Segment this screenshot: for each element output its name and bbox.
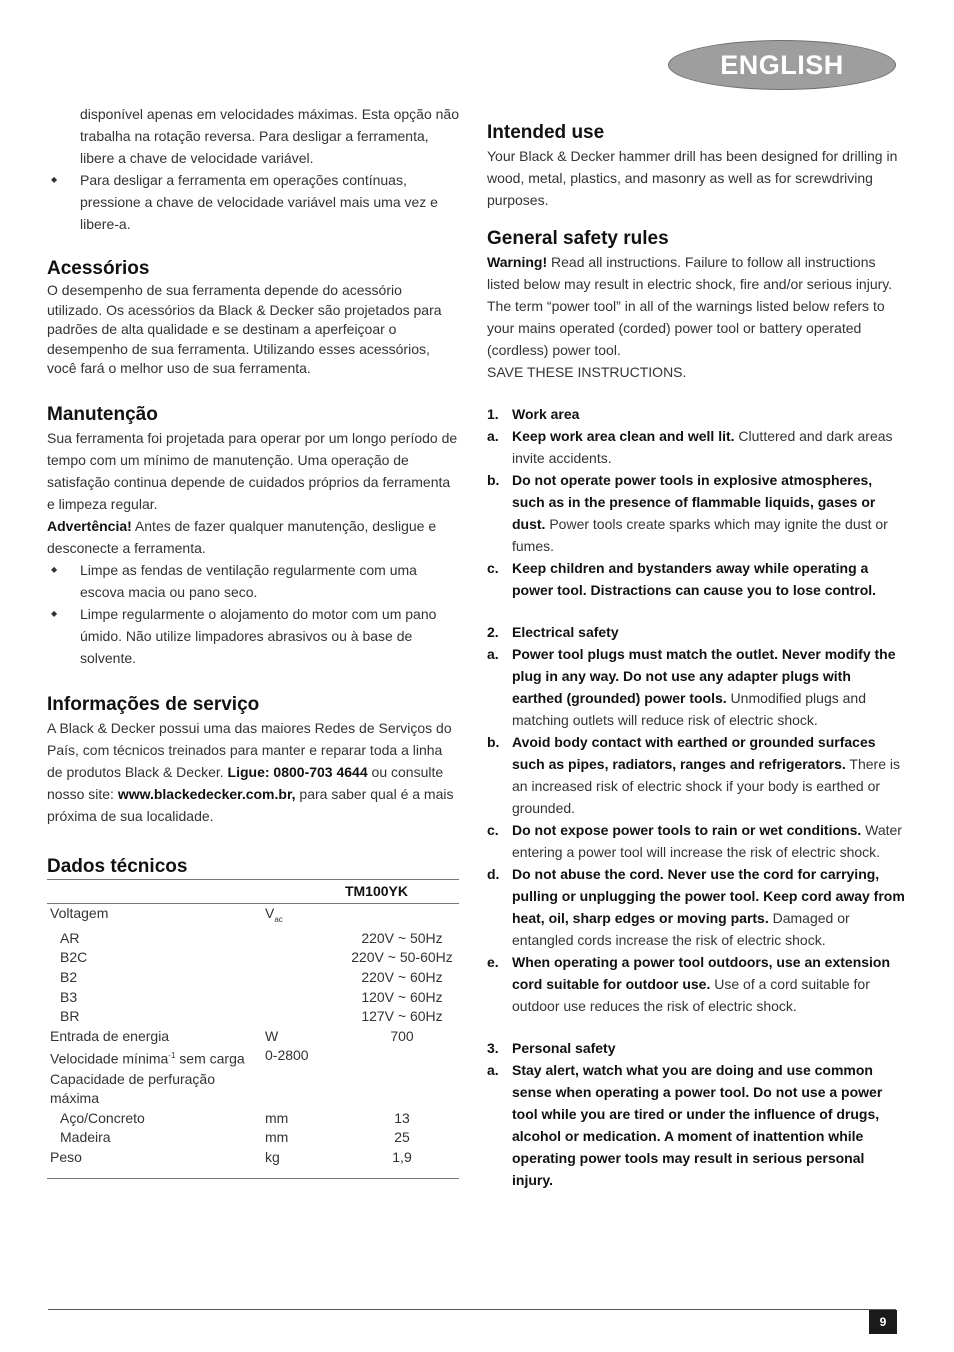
footer-rule (48, 1309, 896, 1310)
rule-1b (487, 469, 905, 557)
rule-2d-letter: d. (487, 866, 500, 882)
rule-2a-text: Unmodified plugs and matching outlets will reduce risk of electric shock. (512, 690, 866, 728)
spec-label-text: BR (60, 1008, 80, 1025)
spec-header-row (47, 879, 459, 903)
spec-label-text: Entrada de energia (50, 1027, 170, 1044)
spec-unit (265, 903, 345, 929)
spec-unit (265, 1046, 345, 1069)
spec-value (345, 903, 459, 929)
spec-label (47, 1070, 265, 1109)
spec-label (47, 1109, 265, 1129)
heading-intended-use: Intended use (487, 122, 605, 143)
spec-value: 220V ~ 60Hz (361, 969, 443, 986)
spec-row (47, 968, 459, 988)
spec-label-text: Voltagem (50, 904, 109, 921)
spec-label (47, 1007, 265, 1027)
spec-value: 220V ~ 50Hz (361, 929, 443, 946)
left-column (47, 103, 461, 1179)
servico-text-1: A Black & Decker possui uma das maiores Redes de Serviços do País, com técnicos treinados para manter e reparar toda a linha de produtos Black & Decker. (47, 719, 452, 780)
rule-2c (487, 819, 905, 863)
spec-unit (265, 988, 345, 1008)
spec-value: 220V ~ 50-60Hz (351, 949, 453, 966)
warning-text: Antes de fazer qualquer manutenção, desligue e desconecte a ferramenta. (47, 517, 437, 556)
rule-2c-bold: Do not expose power tools to rain or wet conditions. (512, 822, 862, 838)
spec-label (47, 903, 265, 929)
rule-2a-letter: a. (487, 646, 499, 662)
spec-label (47, 1148, 265, 1178)
spec-label (47, 1128, 265, 1148)
spec-unit-text: mm (265, 1109, 289, 1126)
rule-2b-letter: b. (487, 734, 500, 750)
section-3-number: 3. (487, 1040, 499, 1056)
rule-1b-text: Power tools create sparks which may ignite the dust or fumes. (512, 516, 888, 554)
spec-unit (265, 1128, 345, 1148)
spec-row (47, 1046, 459, 1069)
spec-unit (265, 929, 345, 949)
intro-continuation: disponível apenas em velocidades máximas. Esta opção não trabalha na rotação reversa. Para desligar a ferramenta, libere a chave de velocidade variável. (80, 106, 459, 166)
rule-2e-text: Use of a cord suitable for outdoor use reduces the risk of electric shock. (512, 976, 870, 1014)
page-number: 9 (869, 1310, 897, 1334)
right-column (487, 121, 905, 1191)
rule-2a-bold: Power tool plugs must match the outlet. Never modify the plug in any way. Do not use any adapter plugs with earthed (grounded) power tools. (512, 646, 896, 706)
spec-row (47, 948, 459, 968)
section-2-number: 2. (487, 624, 499, 640)
spec-label-text: Aço/Concreto (60, 1109, 145, 1126)
spec-label (47, 968, 265, 988)
spec-label (47, 1046, 265, 1069)
rule-2c-letter: c. (487, 822, 499, 838)
manutencao-bullet-2: ◆ Limpe regularmente o alojamento do motor com um pano úmido. Não utilize limpadores abrasivos ou à base de solvente. (47, 603, 461, 669)
spec-label-tail: sem carga (175, 1051, 245, 1068)
spec-row (47, 1109, 459, 1129)
spec-value: 1,9 (392, 1149, 412, 1166)
section-1-heading (487, 403, 905, 425)
rule-1c-letter: c. (487, 560, 499, 576)
rule-1b-bold: Do not operate power tools in explosive atmospheres, such as in the presence of flammable liquids, gases or dust. (512, 472, 876, 532)
rule-2d (487, 863, 905, 951)
spec-value: 127V ~ 60Hz (361, 1008, 443, 1025)
spec-label-text: Madeira (60, 1129, 111, 1146)
rule-2e-letter: e. (487, 954, 499, 970)
rule-2c-text: Water entering a power tool will increase the risk of electric shock. (512, 822, 902, 860)
rule-1c-bold: Keep children and bystanders away while operating a power tool. Distractions can cause you to lose control. (512, 560, 877, 598)
spec-label-text: Velocidade mínima (50, 1051, 169, 1068)
spec-row (47, 1148, 459, 1178)
spec-unit (265, 948, 345, 968)
rule-2d-text: Damaged or entangled cords increase the risk of electric shock. (512, 910, 850, 948)
spec-value: 120V ~ 60Hz (361, 988, 443, 1005)
spec-unit-text: kg (265, 1149, 280, 1166)
general-warning-label: Warning! (487, 254, 548, 270)
manutencao-text: Sua ferramenta foi projetada para operar por um longo período de tempo com um mínimo de manutenção. Uma operação de satisfação continua depende de cuidados próprios da ferramenta e limpeza regular. (47, 429, 458, 512)
rule-3a (487, 1059, 905, 1191)
spec-label (47, 988, 265, 1008)
rule-1a (487, 425, 905, 469)
section-3-heading (487, 1037, 905, 1059)
section-2-heading (487, 621, 905, 643)
spec-label-text: B2 (60, 969, 78, 986)
rule-2e (487, 951, 905, 1017)
rule-2d-bold: Do not abuse the cord. Never use the cord for carrying, pulling or unplugging the power tool. Keep cord away from heat, oil, sharp edges or moving parts. (512, 866, 905, 926)
spec-label-text: Peso (50, 1149, 82, 1166)
general-warning-text: Read all instructions. Failure to follow all instructions listed below may result in electric shock, fire and/or serious injury. The term “power tool” in all of the warnings listed below refers to your mains operated (corded) power tool or battery operated (cordless) power tool. (487, 254, 893, 358)
intended-use-text: Your Black & Decker hammer drill has been designed for drilling in wood, metal, plastics, and masonry as well as for screwdriving purposes. (487, 148, 898, 208)
servico-site-link[interactable]: www.blackedecker.com.br, (117, 785, 296, 802)
spec-label (47, 1027, 265, 1047)
spec-model: TM100YK (344, 882, 408, 899)
rule-1c (487, 557, 905, 601)
spec-label-sup: -1 (168, 1051, 176, 1061)
rule-1a-bold: Keep work area clean and well lit. (512, 428, 735, 444)
heading-manutencao: Manutenção (47, 403, 158, 425)
spec-label-text: Capacidade de perfuração máxima (50, 1070, 216, 1107)
spec-label-text: B3 (60, 988, 78, 1005)
rule-3a-letter: a. (487, 1062, 499, 1078)
heading-servico: Informações de serviço (47, 693, 260, 715)
section-1-title: Work area (512, 406, 580, 422)
spec-unit (265, 1027, 345, 1047)
spec-table (47, 879, 459, 1179)
spec-label-text: B2C (60, 949, 88, 966)
spec-value: 25 (394, 1129, 410, 1146)
heading-dados: Dados técnicos (47, 855, 188, 877)
rule-2a (487, 643, 905, 731)
servico-text (47, 717, 461, 827)
spec-row (47, 988, 459, 1008)
spec-unit-text: W (265, 1027, 279, 1044)
section-3-title: Personal safety (512, 1040, 616, 1056)
spec-row (47, 1070, 459, 1109)
spec-row (47, 1027, 459, 1047)
manutencao-warning (47, 515, 461, 559)
general-warning (487, 251, 905, 361)
heading-acessorios: Acessórios (47, 258, 150, 279)
spec-label (47, 929, 265, 949)
spec-row (47, 929, 459, 949)
spec-value (345, 1046, 459, 1069)
warning-label: Advertência! (47, 517, 132, 534)
rule-1a-letter: a. (487, 428, 499, 444)
spec-unit (265, 1109, 345, 1129)
spec-row (47, 903, 459, 929)
servico-text-2: ou consulte nosso site: (47, 763, 444, 802)
spec-unit-sub: ac (274, 914, 283, 924)
section-2-title: Electrical safety (512, 624, 619, 640)
spec-unit-text: V (265, 904, 275, 921)
acessorios-text: O desempenho de sua ferramenta depende do acessório utilizado. Os acessórios da Black & Decker são projetados para padrões de alta qualidade e se destinam a aperfeiçoar o desempenho de sua ferramenta. Utilizando esses acessórios, você fará o melhor uso de sua ferramenta. (47, 282, 442, 376)
spec-unit (265, 1007, 345, 1027)
spec-unit-text: mm (265, 1129, 289, 1146)
section-1-number: 1. (487, 406, 499, 422)
rule-2b-bold: Avoid body contact with earthed or grounded surfaces such as pipes, radiators, ranges and refrigerators. (512, 734, 876, 772)
spec-unit-text: 0-2800 (265, 1047, 309, 1064)
servico-phone: Ligue: 0800-703 4644 (227, 763, 368, 780)
rule-2e-bold: When operating a power tool outdoors, use an extension cord suitable for outdoor use. (512, 954, 891, 992)
spec-value (345, 1070, 459, 1109)
heading-general-safety: General safety rules (487, 228, 669, 249)
spec-value: 13 (394, 1109, 410, 1126)
save-instructions: SAVE THESE INSTRUCTIONS. (487, 364, 687, 380)
spec-unit (265, 968, 345, 988)
intro-bullet: ◆ Para desligar a ferramenta em operações contínuas, pressione a chave de velocidade variável mais uma vez e libere-a. (47, 169, 461, 235)
spec-label (47, 948, 265, 968)
rule-1a-text: Cluttered and dark areas invite accidents. (512, 428, 893, 466)
language-tab: ENGLISH (668, 40, 896, 90)
rule-2b-text: There is an increased risk of electric shock if your body is earthed or grounded. (512, 756, 901, 816)
rule-1b-letter: b. (487, 472, 500, 488)
spec-label-text: AR (60, 929, 80, 946)
rule-3a-bold: Stay alert, watch what you are doing and use common sense when operating a power tool. Do not use a power tool while you are tired or under the influence of drugs, alcohol or medication. A moment of inattention while operating power tools may result in serious personal injury. (512, 1062, 883, 1188)
spec-row (47, 1007, 459, 1027)
servico-text-3: para saber qual é a mais próxima de sua localidade. (47, 785, 454, 824)
spec-unit (265, 1148, 345, 1178)
spec-unit (265, 1070, 345, 1109)
spec-row (47, 1128, 459, 1148)
manutencao-bullet-1: ◆ Limpe as fendas de ventilação regularmente com uma escova macia ou pano seco. (47, 559, 461, 603)
rule-2b (487, 731, 905, 819)
spec-value: 700 (390, 1027, 414, 1044)
